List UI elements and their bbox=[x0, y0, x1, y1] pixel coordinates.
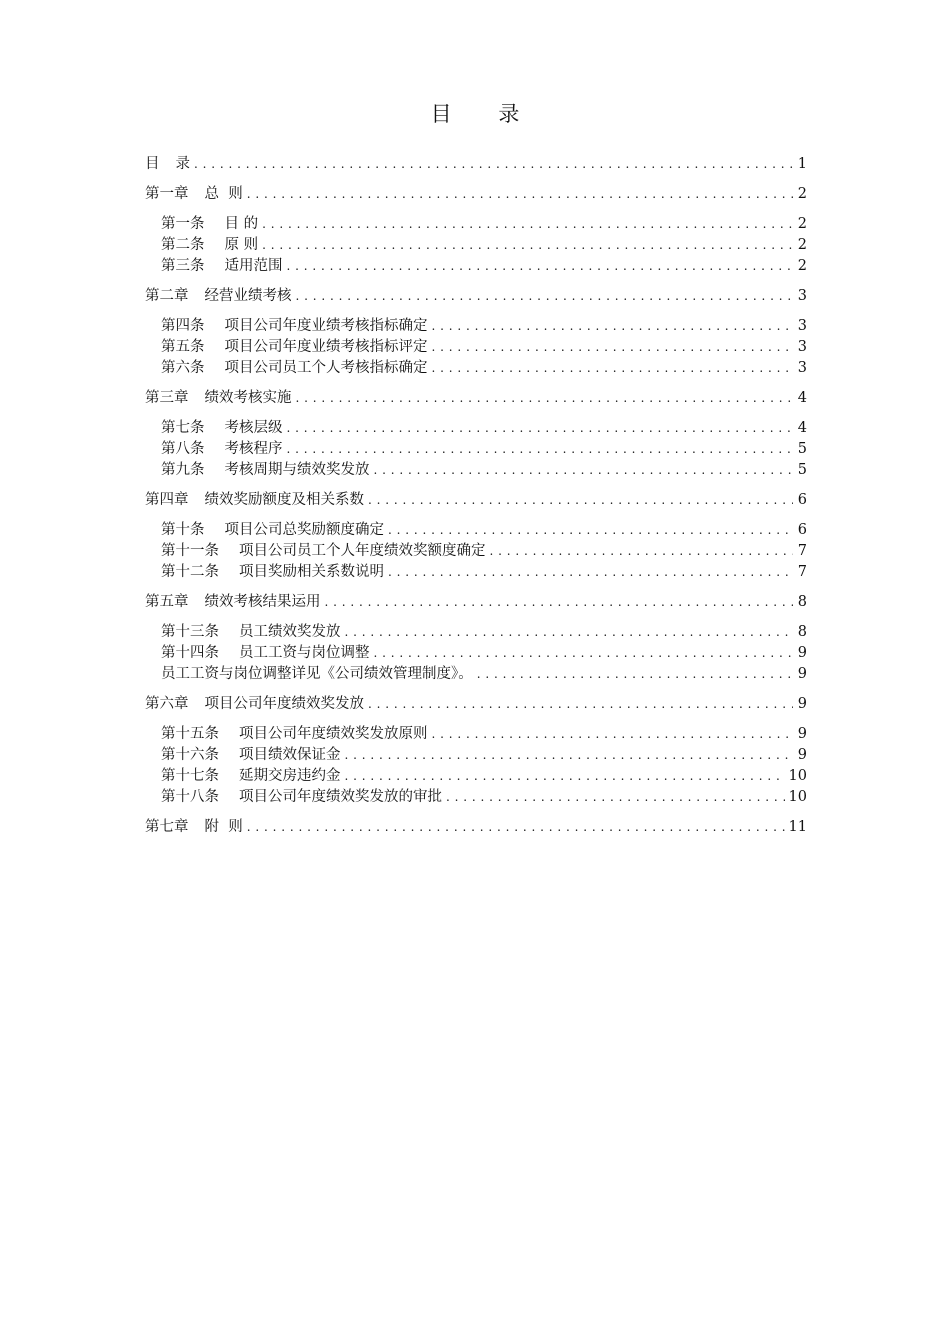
toc-article-entry[interactable] bbox=[145, 562, 807, 582]
toc-entry-number: 第二章 bbox=[145, 288, 189, 304]
toc-entry-number: 第十二条 bbox=[161, 564, 219, 580]
toc-entry-label bbox=[145, 358, 428, 378]
toc-entry-title: 项目绩效保证金 bbox=[239, 747, 341, 763]
toc-page-number: 2 bbox=[797, 216, 807, 232]
toc-chapter-entry[interactable] bbox=[145, 694, 807, 714]
toc-entry-label bbox=[145, 316, 428, 336]
toc-entry-label bbox=[145, 817, 243, 837]
toc-chapter-entry[interactable] bbox=[145, 592, 807, 612]
toc-entry-title: 项目公司员工个人考核指标确定 bbox=[224, 360, 428, 376]
toc-entry-title: 经营业绩考核 bbox=[204, 288, 292, 304]
toc-entry-title: 考核周期与绩效奖发放 bbox=[224, 462, 370, 478]
toc-entry-number: 第九条 bbox=[161, 462, 205, 478]
toc-chapter-entry[interactable] bbox=[145, 490, 807, 510]
toc-leader-dots bbox=[296, 286, 794, 306]
toc-entry-label bbox=[145, 724, 428, 744]
toc-article-entry[interactable] bbox=[145, 520, 807, 540]
toc-entry-title: 总 则 bbox=[204, 186, 243, 202]
toc-entry-label bbox=[145, 520, 384, 540]
toc-article-entry[interactable] bbox=[145, 256, 807, 276]
toc-entry-number: 第十五条 bbox=[161, 726, 219, 742]
toc-entry-number: 第一章 bbox=[145, 186, 189, 202]
toc-entry-number: 第六条 bbox=[161, 360, 205, 376]
toc-leader-dots bbox=[262, 214, 793, 234]
toc-entry-title: 绩效考核结果运用 bbox=[204, 594, 321, 610]
toc-entry-number: 第十七条 bbox=[161, 768, 219, 784]
toc-article-entry[interactable] bbox=[145, 541, 807, 561]
toc-page-number: 2 bbox=[797, 186, 807, 202]
toc-page-number: 8 bbox=[797, 624, 807, 640]
toc-page-number: 7 bbox=[797, 543, 807, 559]
toc-page-number: 8 bbox=[797, 594, 807, 610]
toc-entry-label bbox=[145, 694, 364, 714]
toc-leader-dots bbox=[477, 664, 793, 684]
toc-page-number: 2 bbox=[797, 237, 807, 253]
toc-page-number: 4 bbox=[797, 390, 807, 406]
toc-entry-title: 绩效奖励额度及相关系数 bbox=[204, 492, 364, 508]
toc-page-number: 6 bbox=[797, 492, 807, 508]
toc-page-number: 2 bbox=[797, 258, 807, 274]
toc-article-entry[interactable] bbox=[145, 358, 807, 378]
toc-entry-title: 附 则 bbox=[204, 819, 243, 835]
toc-entry-title: 绩效考核实施 bbox=[204, 390, 292, 406]
toc-entry-number: 目 bbox=[145, 156, 160, 172]
toc-entry-number: 第十条 bbox=[161, 522, 205, 538]
toc-entry-title: 项目公司年度绩效奖发放原则 bbox=[239, 726, 428, 742]
toc-entry-label bbox=[145, 622, 341, 642]
toc-entry-title: 项目公司年度业绩考核指标评定 bbox=[224, 339, 428, 355]
toc-entry-label bbox=[145, 418, 283, 438]
toc-leader-dots bbox=[287, 418, 794, 438]
toc-page-number: 1 bbox=[797, 156, 807, 172]
toc-entry-title: 原 则 bbox=[224, 237, 259, 253]
toc-entry-label bbox=[145, 664, 473, 684]
toc-entry-title: 延期交房违约金 bbox=[239, 768, 341, 784]
toc-entry-label bbox=[145, 745, 341, 765]
toc-leader-dots bbox=[287, 439, 794, 459]
toc-article-entry[interactable] bbox=[145, 787, 807, 807]
toc-entry-label bbox=[145, 214, 258, 234]
toc-entry-label bbox=[145, 439, 283, 459]
toc-entry-number: 第一条 bbox=[161, 216, 205, 232]
toc-entry-title: 项目公司年度绩效奖发放 bbox=[204, 696, 364, 712]
toc-leader-dots bbox=[345, 745, 794, 765]
toc-entry-title: 考核程序 bbox=[224, 441, 283, 457]
toc-article-entry[interactable] bbox=[145, 337, 807, 357]
toc-entry-label bbox=[145, 460, 370, 480]
toc-chapter-entry[interactable] bbox=[145, 154, 807, 174]
toc-leader-dots bbox=[262, 235, 793, 255]
toc-entry-number: 第四条 bbox=[161, 318, 205, 334]
toc-leader-dots bbox=[194, 154, 793, 174]
toc-leader-dots bbox=[432, 337, 794, 357]
toc-entry-number: 第五条 bbox=[161, 339, 205, 355]
toc-chapter-entry[interactable] bbox=[145, 184, 807, 204]
toc-entry-title: 考核层级 bbox=[224, 420, 283, 436]
toc-page-number: 5 bbox=[797, 441, 807, 457]
toc-article-entry[interactable] bbox=[145, 745, 807, 765]
toc-article-entry[interactable] bbox=[145, 214, 807, 234]
toc-chapter-entry[interactable] bbox=[145, 286, 807, 306]
toc-entry-title: 项目公司年度业绩考核指标确定 bbox=[224, 318, 428, 334]
toc-entry-label bbox=[145, 643, 370, 663]
toc-leader-dots bbox=[247, 817, 785, 837]
toc-entry-title: 项目奖励相关系数说明 bbox=[239, 564, 384, 580]
toc-entry-title: 员工绩效奖发放 bbox=[239, 624, 341, 640]
toc-page-number: 9 bbox=[797, 645, 807, 661]
toc-entry-number: 第十一条 bbox=[161, 543, 219, 559]
toc-entry-label bbox=[145, 541, 486, 561]
toc-page-number: 7 bbox=[797, 564, 807, 580]
toc-leader-dots bbox=[368, 694, 793, 714]
toc-leader-dots bbox=[388, 520, 793, 540]
toc-article-entry[interactable] bbox=[145, 235, 807, 255]
toc-leader-dots bbox=[374, 643, 794, 663]
toc-article-entry[interactable] bbox=[145, 418, 807, 438]
toc-article-entry[interactable] bbox=[145, 439, 807, 459]
toc-entry-label bbox=[145, 592, 321, 612]
toc-leader-dots bbox=[368, 490, 793, 510]
toc-entry-number: 第三条 bbox=[161, 258, 205, 274]
toc-chapter-entry[interactable] bbox=[145, 817, 807, 837]
toc-article-entry[interactable] bbox=[145, 664, 807, 684]
toc-leader-dots bbox=[432, 358, 794, 378]
toc-page-number: 4 bbox=[797, 420, 807, 436]
toc-page-number: 10 bbox=[788, 768, 807, 784]
toc-article-entry[interactable] bbox=[145, 316, 807, 336]
toc-entry-title: 项目公司总奖励额度确定 bbox=[224, 522, 384, 538]
toc-page-number: 6 bbox=[797, 522, 807, 538]
toc-entry-number: 第十八条 bbox=[161, 789, 219, 805]
toc-entry-number: 第二条 bbox=[161, 237, 205, 253]
toc-leader-dots bbox=[345, 766, 785, 786]
toc-entry-number: 第十四条 bbox=[161, 645, 219, 661]
toc-leader-dots bbox=[432, 316, 794, 336]
toc-entry-title: 录 bbox=[175, 156, 190, 172]
toc-article-entry[interactable] bbox=[145, 766, 807, 786]
toc-page-number: 9 bbox=[797, 696, 807, 712]
toc-leader-dots bbox=[388, 562, 793, 582]
toc-entry-title: 员工工资与岗位调整 bbox=[239, 645, 370, 661]
toc-article-entry[interactable] bbox=[145, 460, 807, 480]
toc-page-number: 11 bbox=[788, 819, 807, 835]
toc-entry-label bbox=[145, 562, 384, 582]
toc-article-entry[interactable] bbox=[145, 622, 807, 642]
toc-article-entry[interactable] bbox=[145, 724, 807, 744]
toc-entry-number: 第五章 bbox=[145, 594, 189, 610]
toc-entry-label bbox=[145, 490, 364, 510]
toc-leader-dots bbox=[345, 622, 794, 642]
toc-entry-title: 目 的 bbox=[224, 216, 259, 232]
toc-entry-label bbox=[145, 286, 292, 306]
toc-entry-label bbox=[145, 388, 292, 408]
toc-leader-dots bbox=[287, 256, 794, 276]
toc-page-number: 10 bbox=[788, 789, 807, 805]
toc-leader-dots bbox=[374, 460, 794, 480]
toc-entry-label bbox=[145, 235, 258, 255]
toc-leader-dots bbox=[325, 592, 794, 612]
toc-page-number: 9 bbox=[797, 726, 807, 742]
toc-entry-label bbox=[145, 787, 442, 807]
toc-entry-label bbox=[145, 154, 190, 174]
toc-entry-label bbox=[145, 337, 428, 357]
toc-chapter-entry[interactable] bbox=[145, 388, 807, 408]
toc-entry-number: 第七章 bbox=[145, 819, 189, 835]
toc-entry-number: 第十六条 bbox=[161, 747, 219, 763]
toc-entry-title: 项目公司年度绩效奖发放的审批 bbox=[239, 789, 442, 805]
toc-leader-dots bbox=[446, 787, 785, 807]
toc-entry-label bbox=[145, 256, 283, 276]
toc-page-number: 3 bbox=[797, 318, 807, 334]
toc-article-entry[interactable] bbox=[145, 643, 807, 663]
toc-entry-number: 第七条 bbox=[161, 420, 205, 436]
toc-entry-number: 第三章 bbox=[145, 390, 189, 406]
toc-entry-number: 第四章 bbox=[145, 492, 189, 508]
toc-leader-dots bbox=[296, 388, 794, 408]
toc-entry-title: 适用范围 bbox=[224, 258, 283, 274]
toc-entry-title: 员工工资与岗位调整详见《公司绩效管理制度》。 bbox=[161, 666, 473, 682]
toc-entry-number: 第八条 bbox=[161, 441, 205, 457]
toc-leader-dots bbox=[490, 541, 794, 561]
toc-page-number: 3 bbox=[797, 339, 807, 355]
toc-page-number: 3 bbox=[797, 360, 807, 376]
toc-page-number: 5 bbox=[797, 462, 807, 478]
toc-entry-number: 第六章 bbox=[145, 696, 189, 712]
toc-page-number: 9 bbox=[797, 747, 807, 763]
toc-entry-label bbox=[145, 766, 341, 786]
toc-page-number: 9 bbox=[797, 666, 807, 682]
toc-entry-title: 项目公司员工个人年度绩效奖额度确定 bbox=[239, 543, 486, 559]
toc-page-number: 3 bbox=[797, 288, 807, 304]
toc-leader-dots bbox=[432, 724, 794, 744]
toc-entry-label bbox=[145, 184, 243, 204]
toc-leader-dots bbox=[247, 184, 793, 204]
page-title: 目 录 bbox=[430, 102, 540, 126]
toc-entry-number: 第十三条 bbox=[161, 624, 219, 640]
